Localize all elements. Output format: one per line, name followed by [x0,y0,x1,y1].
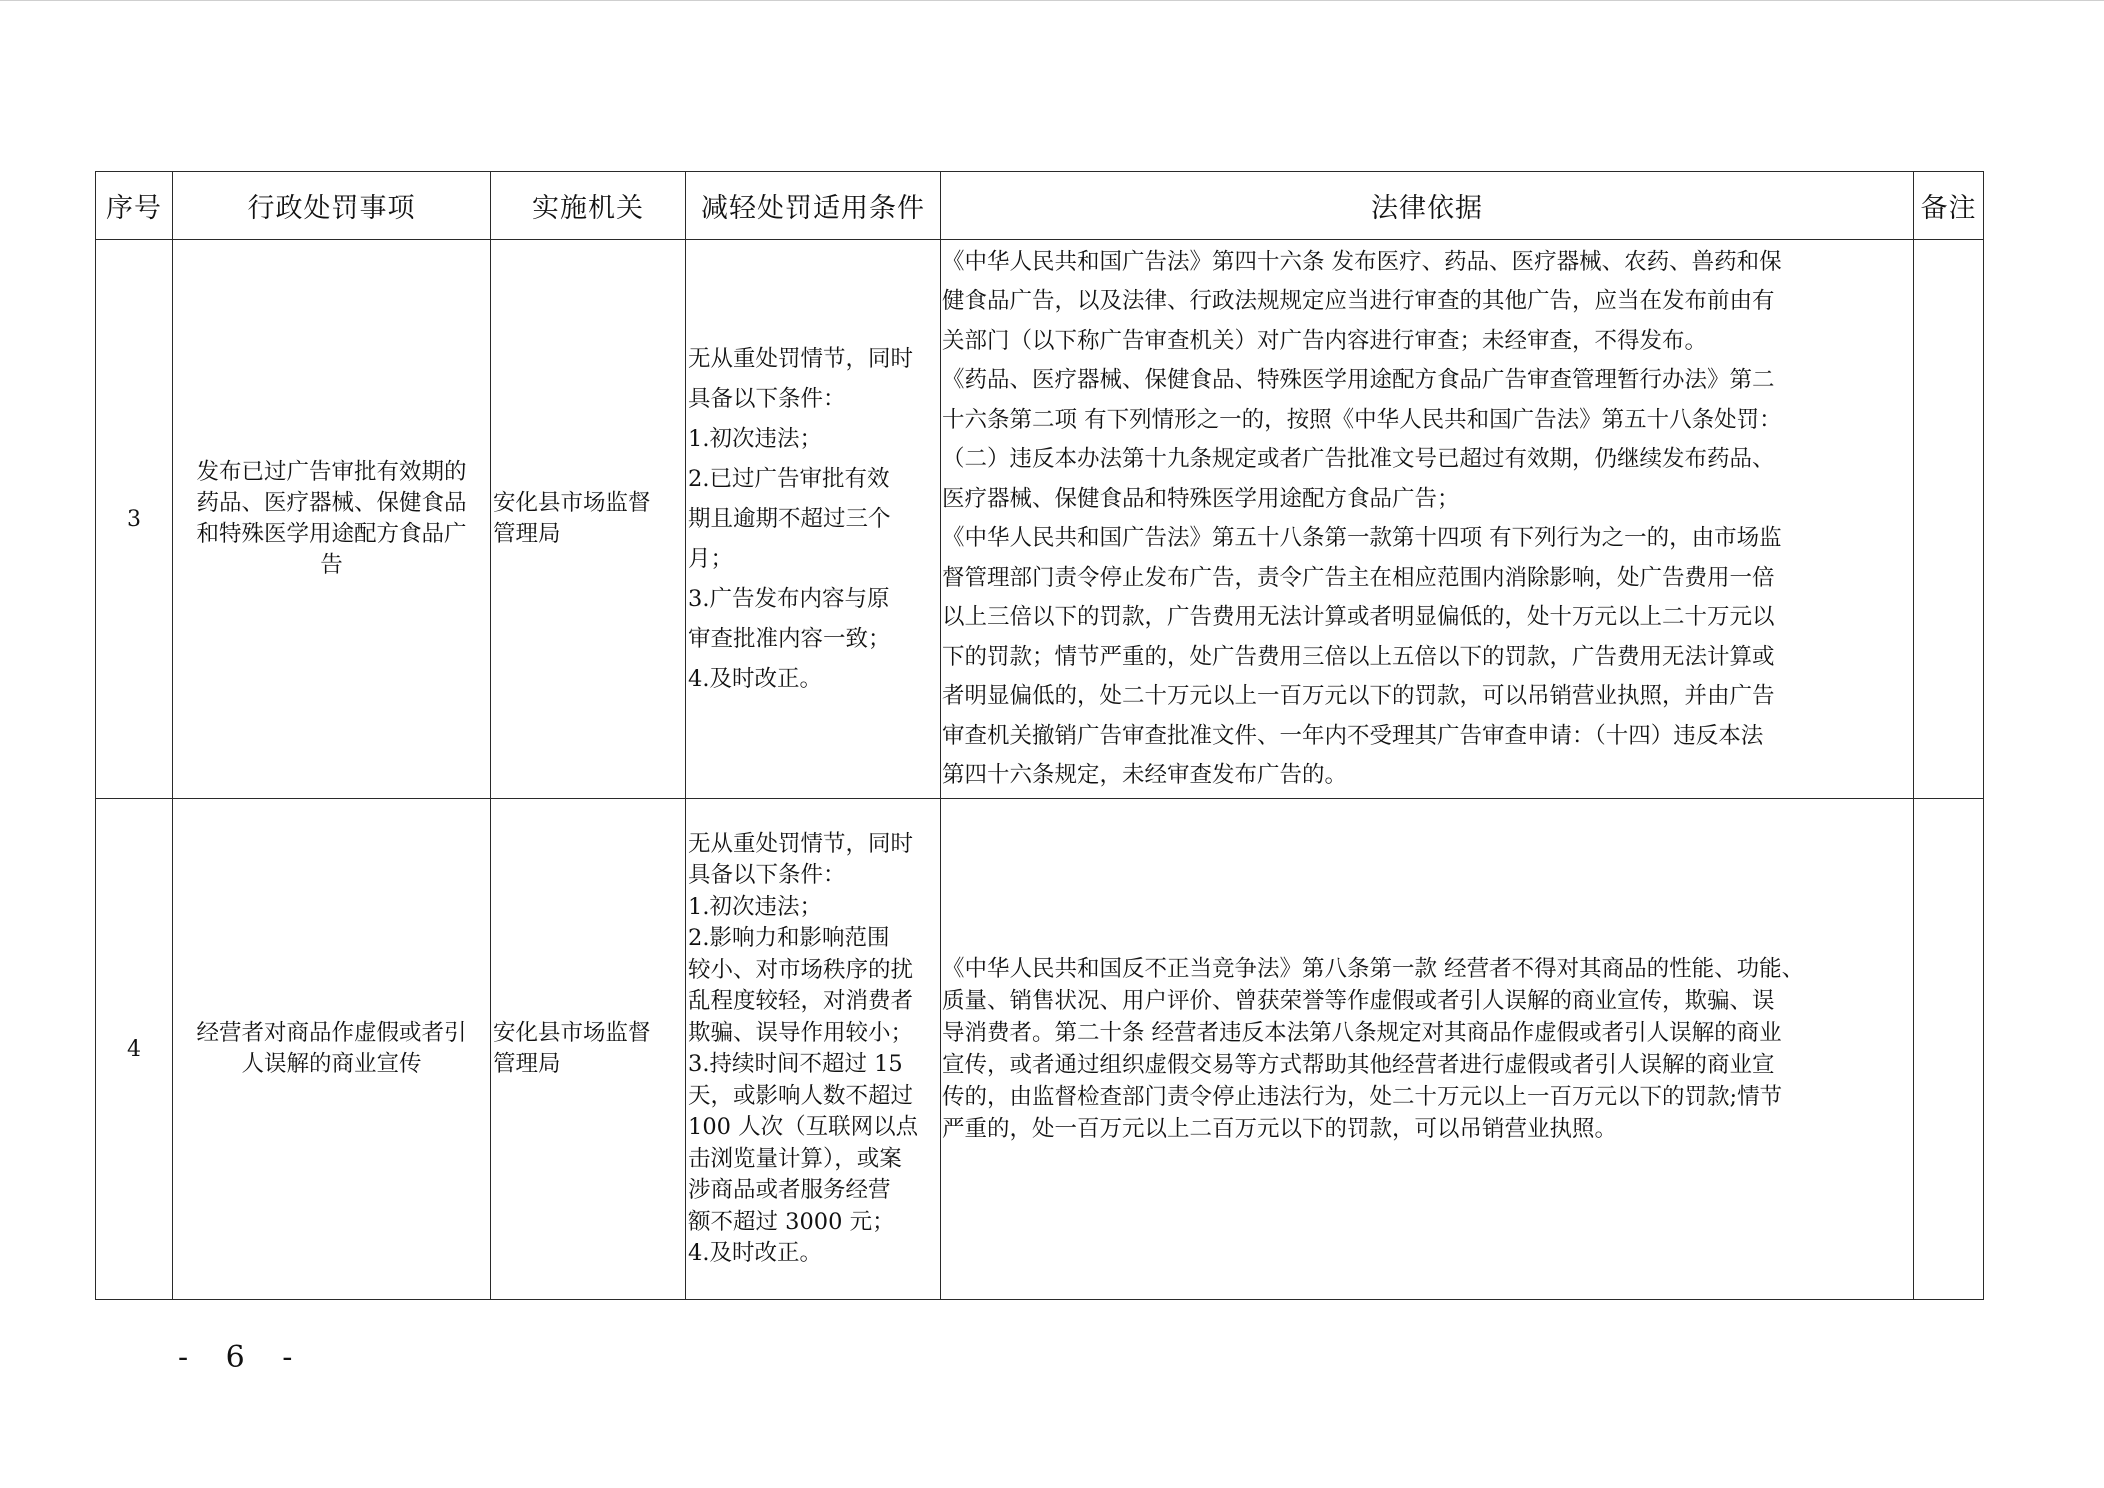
condition-line: 无从重处罚情节，同时 [688,346,914,372]
conditions-cell [686,240,941,799]
legal-basis-line: 《药品、医疗器械、保健食品、特殊医学用途配方食品广告审查管理暂行办法》第二 [942,367,1775,393]
condition-line: 期且逾期不超过三个 [688,506,891,532]
legal-basis-line: 《中华人民共和国反不正当竞争法》第八条第一款 经营者不得对其商品的性能、功能、 [942,956,1805,982]
legal-basis-line: 督管理部门责令停止发布广告，责令广告主在相应范围内消除影响，处广告费用一倍 [942,564,1775,591]
legal-basis-cell [941,240,1914,799]
header-legal-basis: 法律依据 [941,172,1914,240]
penalty-item-line: 发布已过广告审批有效期的 [196,459,467,485]
penalty-item-line: 和特殊医学用途配方食品广 [196,521,467,547]
condition-line: 较小、对市场秩序的扰 [688,956,914,983]
legal-basis-line: 传的，由监督检查部门责令停止违法行为，处二十万元以上一百万元以下的罚款;情节 [942,1084,1783,1110]
agency-line: 安化县市场监督 [493,490,651,516]
agency-line: 安化县市场监督 [493,1020,651,1046]
agency-line: 管理局 [493,1051,561,1077]
header-enforcing-agency: 实施机关 [491,172,686,240]
penalty-item-line: 告 [320,552,343,578]
header-serial-number: 序号 [96,172,173,240]
legal-basis-line: 导消费者。第二十条 经营者违反本法第八条规定对其商品作虚假或者引人误解的商业 [942,1020,1782,1046]
condition-line: 欺骗、误导作用较小； [688,1019,914,1046]
legal-basis-line: 医疗器械、保健食品和特殊医学用途配方食品广告； [942,485,1460,512]
condition-line: 1.初次违法； [688,426,822,452]
page-number: - 6 - [178,1340,307,1375]
legal-basis-line: 以上三倍以下的罚款，广告费用无法计算或者明显偏低的，处十万元以上二十万元以 [942,604,1775,630]
penalty-item-cell [173,799,491,1300]
legal-basis-line: 质量、销售状况、用户评价、曾获荣誉等作虚假或者引人误解的商业宣传，欺骗、误 [942,988,1775,1014]
header-penalty-item: 行政处罚事项 [173,172,491,240]
condition-line: 2.已过广告审批有效 [688,466,890,492]
condition-line: 3.持续时间不超过 15 [688,1051,903,1077]
condition-line: 100 人次（互联网以点 [688,1114,919,1140]
condition-line: 额不超过 3000 元； [688,1208,895,1235]
table-row [96,240,1984,799]
header-mitigation-conditions: 减轻处罚适用条件 [686,172,941,240]
condition-line: 审查批准内容一致； [688,626,891,652]
legal-basis-line: 下的罚款；情节严重的，处广告费用三倍以上五倍以下的罚款，广告费用无法计算或 [942,643,1775,670]
legal-basis-line: 关部门（以下称广告审查机关）对广告内容进行审查；未经审查，不得发布。 [942,327,1708,354]
row-serial-number: 3 [96,240,173,799]
page-top-rule [0,0,2104,1]
condition-line: 具备以下条件： [688,386,846,412]
condition-line: 天，或影响人数不超过 [688,1082,914,1109]
legal-basis-line: 《中华人民共和国广告法》第五十八条第一款第十四项 有下列行为之一的，由市场监 [942,525,1782,551]
legal-basis-line: 者明显偏低的，处二十万元以上一百万元以下的罚款，可以吊销营业执照，并由广告 [942,683,1775,709]
condition-line: 1.初次违法； [688,893,822,920]
table-row [96,799,1984,1300]
condition-line: 2.影响力和影响范围 [688,925,890,951]
legal-basis-line: 审查机关撤销广告审查批准文件、一年内不受理其广告审查申请：（十四）违反本法 [942,722,1764,749]
header-remarks: 备注 [1914,172,1984,240]
condition-line: 4.及时改正。 [688,1240,822,1266]
remark-cell [1914,240,1984,799]
penalty-item-line: 经营者对商品作虚假或者引 [196,1020,467,1046]
row-serial-number: 4 [96,799,173,1300]
conditions-cell [686,799,941,1300]
penalty-table [95,171,1984,1300]
penalty-item-cell [173,240,491,799]
legal-basis-line: 宣传，或者通过组织虚假交易等方式帮助其他经营者进行虚假或者引人误解的商业宣 [942,1052,1775,1078]
legal-basis-line: 《中华人民共和国广告法》第四十六条 发布医疗、药品、医疗器械、农药、兽药和保 [942,248,1782,275]
condition-line: 乱程度较轻，对消费者 [688,988,914,1014]
condition-line: 月； [688,546,734,572]
agency-line: 管理局 [493,521,561,547]
condition-line: 4.及时改正。 [688,666,822,692]
table-header [96,172,1984,240]
legal-basis-line: 第四十六条规定，未经审查发布广告的。 [942,762,1348,788]
penalty-item-line: 人误解的商业宣传 [241,1051,422,1077]
condition-line: 具备以下条件： [688,862,846,888]
legal-basis-line: 十六条第二项 有下列情形之一的，按照《中华人民共和国广告法》第五十八条处罚： [942,406,1782,433]
condition-line: 3.广告发布内容与原 [688,586,890,612]
legal-basis-line: 健食品广告，以及法律、行政法规规定应当进行审查的其他广告，应当在发布前由有 [942,288,1775,314]
legal-basis-line: 严重的，处一百万元以上二百万元以下的罚款，可以吊销营业执照。 [942,1116,1618,1142]
agency-cell [491,799,686,1300]
condition-line: 涉商品或者服务经营 [688,1177,891,1203]
legal-basis-line: （二）违反本办法第十九条规定或者广告批准文号已超过有效期，仍继续发布药品、 [942,446,1775,472]
agency-cell [491,240,686,799]
condition-line: 无从重处罚情节，同时 [688,830,914,857]
legal-basis-cell [941,799,1914,1300]
condition-line: 击浏览量计算），或案 [688,1145,902,1172]
remark-cell [1914,799,1984,1300]
penalty-item-line: 药品、医疗器械、保健食品 [196,490,467,516]
